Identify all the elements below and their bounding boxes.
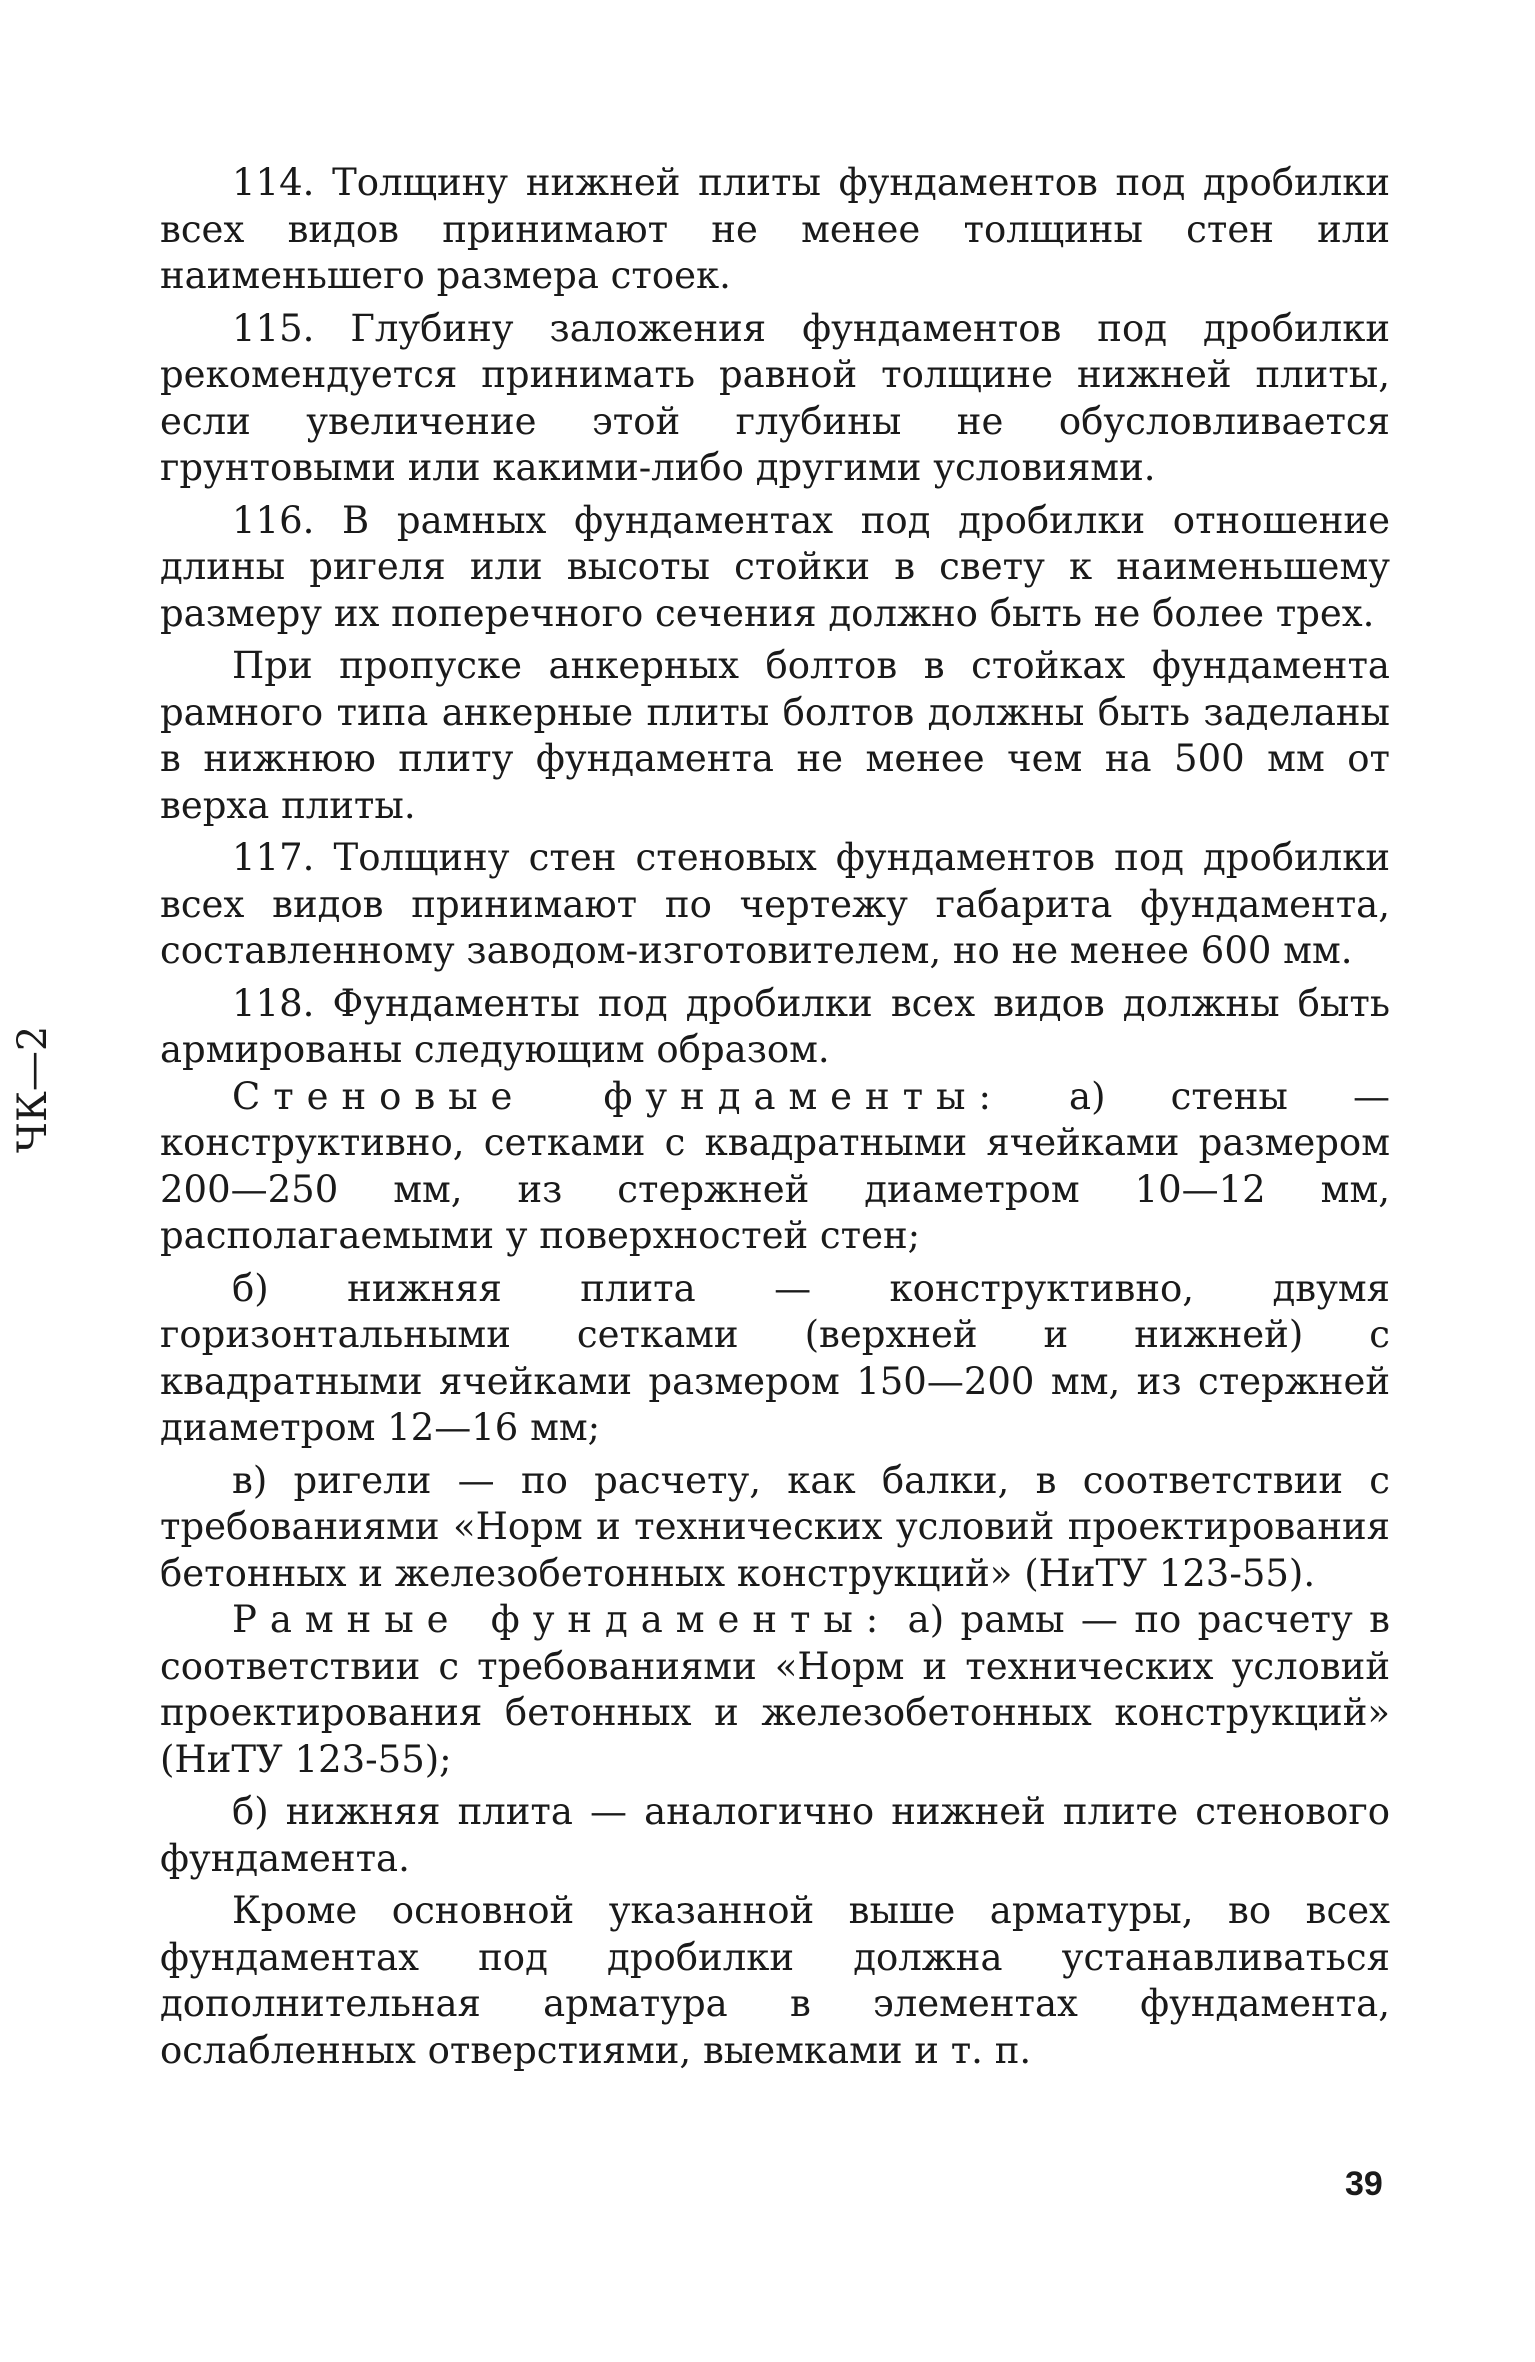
side-marker: ЧК—2: [10, 1025, 56, 1153]
page-number: 39: [1345, 2165, 1383, 2203]
paragraph-115: 115. Глубину заложения фундаментов под дробилки рекомендуется принимать равной толщине нижней плиты, если увеличение этой глубины не обусловливается грунтовыми или какими-либо другими условиями.: [160, 306, 1390, 489]
paragraph-116: 116. В рамных фундаментах под дробилки отношение длины ригеля или высоты стойки в свету к наименьшему размеру их поперечного сечения должно быть не более трех.: [160, 498, 1390, 635]
paragraph-118: 118. Фундаменты под дробилки всех видов должны быть армированы следующим образом.: [160, 981, 1390, 1071]
paragraph-117: 117. Толщину стен стеновых фундаментов под дробилки всех видов принимают по чертежу габарита фундамента, составленному заводом-изготовителем, но не менее 600 мм.: [160, 836, 1390, 972]
paragraph-wall-foundations: [160, 1074, 1390, 1260]
paragraph-anchor-bolts: При пропуске анкерных болтов в стойках фундамента рамного типа анкерные плиты болтов должны быть заделаны в нижнюю плиту фундамента не менее чем на 500 мм от верха плиты.: [160, 644, 1390, 827]
frame-item-b: б) нижняя плита — аналогично нижней плите стенового фундамента.: [160, 1790, 1390, 1880]
paragraph-frame-foundations: [160, 1597, 1390, 1783]
wall-item-b: б) нижняя плита — конструктивно, двумя горизонтальными сетками (верхней и нижней) с квадратными ячейками размером 150—200 мм, из стержней диаметром 12—16 мм;: [160, 1266, 1390, 1449]
paragraph-114: 114. Толщину нижней плиты фундаментов под дробилки всех видов принимают не менее толщины стен или наименьшего размера стоек.: [160, 161, 1390, 297]
frame-item-a: а) рамы — по расчету в соответствии с требованиями «Норм и технических условий проектирования бетонных и железобетонных конструкций» (НиТУ 123-55);: [160, 1598, 1390, 1781]
wall-item-a: а) стены — конструктивно, сетками с квадратными ячейками размером 200—250 мм, из стержней диаметром 10—12 мм, располагаемыми у поверхностей стен;: [160, 1074, 1390, 1257]
wall-foundations-heading: Стеновые фундаменты:: [232, 1074, 1004, 1118]
page-body: [160, 160, 1390, 2074]
frame-foundations-heading: Рамные фундаменты:: [232, 1598, 892, 1641]
wall-item-v: в) ригели — по расчету, как балки, в соответствии с требованиями «Норм и технических условий проектирования бетонных и железобетонных конструкций» (НиТУ 123-55).: [160, 1458, 1390, 1595]
paragraph-additional-reinforcement: Кроме основной указанной выше арматуры, во всех фундаментах под дробилки должна устанавливаться дополнительная арматура в элементах фундамента, ослабленных отверстиями, выемками и т. п.: [160, 1889, 1390, 2072]
